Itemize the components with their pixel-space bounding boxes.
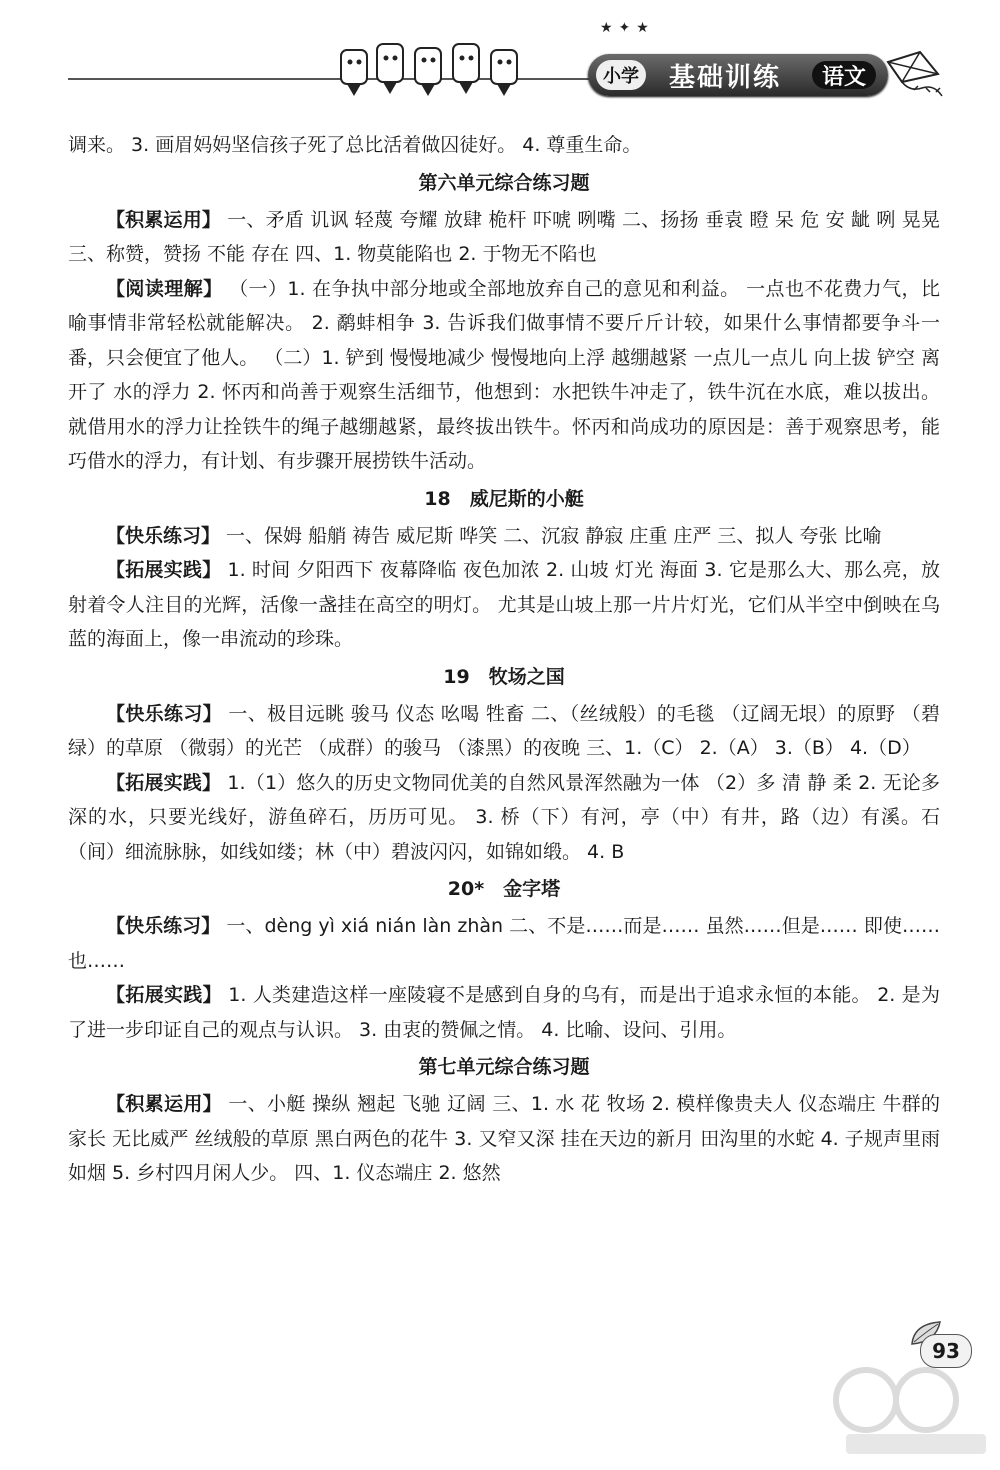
answer-paragraph	[68, 519, 940, 554]
answer-paragraph	[68, 766, 940, 870]
answer-text: 1.（1）悠久的历史文物同优美的自然风景浑然融为一体 （2）多 清 静 柔 2. 无论多深的水，只要光线好，游鱼碎石，历历可见。 3. 桥（下）有河，亭（中）有井，路（边）有溪。石（间）细流脉脉，如线如缕；林（中）碧波闪闪，如锦如缎。 4. B	[68, 771, 940, 863]
answer-paragraph	[68, 203, 940, 272]
section-tag: 【阅读理解】	[106, 277, 223, 300]
answer-text: 一、dèng yì xiá nián làn zhàn 二、不是……而是…… 虽然……但是…… 即使……也……	[68, 915, 940, 972]
section-tag: 【快乐练习】	[106, 524, 221, 547]
stars-decoration: ★✦★	[600, 20, 655, 36]
answer-text: 1. 时间 夕阳西下 夜幕降临 夜色加浓 2. 山坡 灯光 海面 3. 它是那么大、那么亮，放射着令人注目的光辉，活像一盏挂在高空的明灯。 尤其是山坡上那一片片灯光，它们从半空中倒映在乌蓝的海面上，像一串流动的珍珠。	[68, 559, 940, 650]
section-title: 第七单元综合练习题	[418, 1056, 590, 1078]
answer-paragraph	[68, 1087, 940, 1191]
answer-text: 一、保姆 船艄 祷告 威尼斯 哗笑 二、沉寂 静寂 庄重 庄严 三、拟人 夸张 比喻	[220, 524, 882, 547]
section-tag: 【拓展实践】	[106, 771, 222, 794]
answer-text: （一）1. 在争执中部分地或全部地放弃自己的意见和利益。 一点也不花费力气，比喻事情非常轻松就能解决。 2. 鹬蚌相争 3. 告诉我们做事情不要斤斤计较，如果什么事情都要争斗一番，只会便宜了他人。 （二）1. 铲到 慢慢地减少 慢慢地向上浮 越绷越紧 一点儿一点儿 向上拔 铲空 离开了 水的浮力 2. 怀丙和尚善于观察生活细节，他想到：水把铁牛冲走了，铁牛沉在水底，难以拔出。就借用水的浮力让拴铁牛的绳子越绷越紧，最终拔出铁牛。怀丙和尚成功的原因是：善于观察思考，能巧借水的浮力，有计划、有步骤开展捞铁牛活动。	[68, 277, 940, 472]
subject-label: 语文	[812, 61, 876, 89]
section-tag: 【积累运用】	[106, 208, 222, 231]
pencil-mascots-illustration	[335, 40, 530, 98]
answer-content	[68, 128, 940, 1191]
answer-paragraph	[68, 272, 940, 479]
section-title: 19 牧场之国	[443, 665, 565, 688]
kite-icon	[880, 48, 960, 108]
section-tag: 【积累运用】	[106, 1093, 222, 1115]
page-number: 93	[920, 1334, 972, 1368]
answer-text: 一、小艇 操纵 翘起 飞驰 辽阔 三、1. 水 花 牧场 2. 模样像贵夫人 仪态端庄 牛群的家长 无比威严 丝绒般的草原 黑白两色的花牛 3. 又窄又深 挂在天边的新月 田沟里的水蛇 4. 子规声里雨如烟 5. 乡村四月闲人少。 四、1. 仪态端庄 2. 悠然	[68, 1093, 940, 1184]
section-title: 第六单元综合练习题	[418, 171, 590, 194]
watermark-logo	[826, 1360, 996, 1460]
level-label: 小学	[596, 60, 646, 90]
section-title: 18 威尼斯的小艇	[424, 487, 584, 510]
answer-paragraph	[68, 909, 940, 978]
answer-text: 1. 人类建造这样一座陵寝不是感到自身的乌有，而是出于追求永恒的本能。 2. 是为了进一步印证自己的观点与认识。 3. 由衷的赞佩之情。 4. 比喻、设问、引用。	[68, 984, 940, 1041]
answer-paragraph	[68, 697, 940, 766]
continued-line: 调来。 3. 画眉妈妈坚信孩子死了总比活着做囚徒好。 4. 尊重生命。	[68, 134, 642, 156]
section-tag: 【快乐练习】	[106, 915, 221, 937]
section-tag: 【快乐练习】	[106, 702, 223, 725]
series-title: 基础训练	[668, 62, 781, 93]
section-tag: 【拓展实践】	[106, 984, 222, 1006]
answer-text: 一、极目远眺 骏马 仪态 吆喝 牲畜 二、（丝绒般）的毛毯 （辽阔无垠）的原野 （碧绿）的草原 （微弱）的光芒 （成群）的骏马 （漆黑）的夜晚 三、1.（C） 2.（A） 3.（B） 4.（D）	[68, 702, 940, 759]
page-header	[0, 0, 1000, 120]
answer-paragraph	[68, 553, 940, 657]
section-title: 20* 金字塔	[447, 878, 561, 900]
answer-paragraph	[68, 978, 940, 1047]
answer-text: 一、矛盾 讥讽 轻蔑 夸耀 放肆 桅杆 吓唬 咧嘴 二、扬扬 垂袁 瞪 呆 危 安 龇 咧 晃晃 三、称赞，赞扬 不能 存在 四、1. 物莫能陷也 2. 于物无不陷也	[68, 208, 940, 265]
section-tag: 【拓展实践】	[106, 559, 222, 581]
